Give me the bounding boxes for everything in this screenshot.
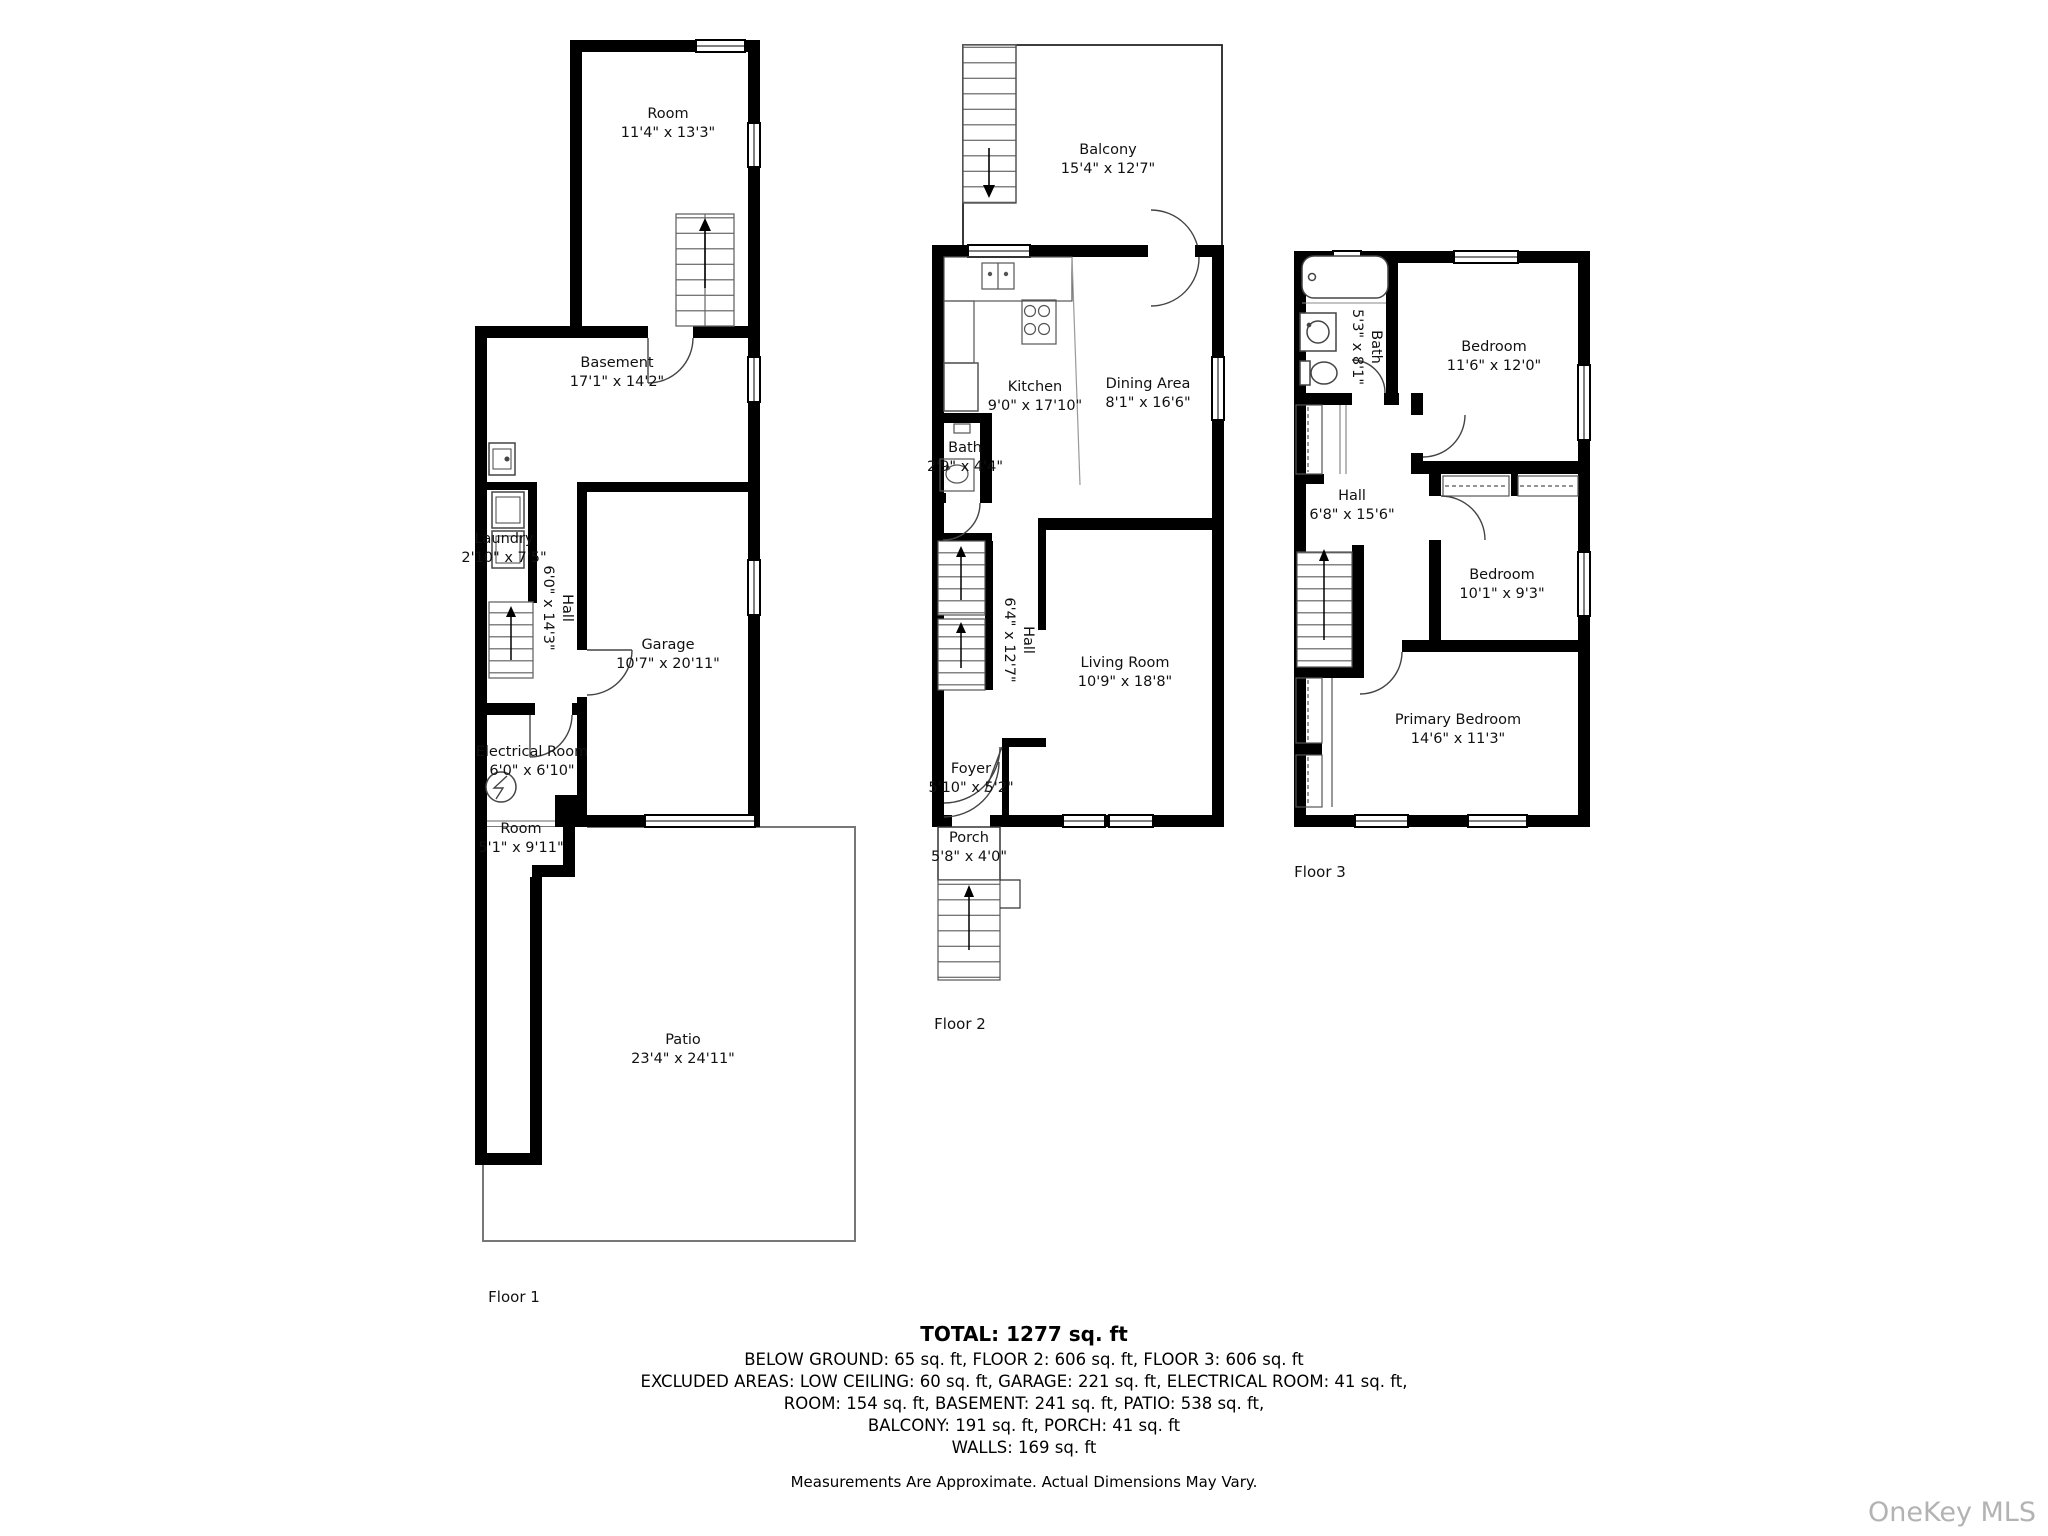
summary-line: WALLS: 169 sq. ft bbox=[951, 1438, 1097, 1457]
room-label-room-f1: Room 11'4" x 13'3" bbox=[620, 106, 716, 141]
summary-line: BELOW GROUND: 65 sq. ft, FLOOR 2: 606 sq. ft, FLOOR 3: 606 sq. ft bbox=[744, 1350, 1304, 1369]
summary-line: ROOM: 154 sq. ft, BASEMENT: 241 sq. ft, PATIO: 538 sq. ft, bbox=[783, 1394, 1265, 1413]
balcony-door-arc bbox=[1151, 210, 1199, 306]
fridge-icon bbox=[944, 363, 978, 411]
room-label-living: Living Room 10'9" x 18'8" bbox=[1077, 655, 1173, 690]
room-label-balcony: Balcony 15'4" x 12'7" bbox=[1060, 142, 1156, 177]
area-summary bbox=[0, 1322, 2048, 1491]
room-label-bath-f3: Bath 5'3" x 8'1" bbox=[1349, 308, 1384, 386]
counter bbox=[944, 301, 974, 363]
room-label-dining: Dining Area 8'1" x 16'6" bbox=[1105, 376, 1191, 411]
toilet-icon bbox=[1300, 361, 1310, 385]
total-area-text: TOTAL: 1277 sq. ft bbox=[920, 1322, 1128, 1346]
room-label-kitchen: Kitchen 9'0" x 17'10" bbox=[987, 379, 1083, 414]
room-label-electrical: Electrical Room 6'0" x 6'10" bbox=[475, 744, 589, 779]
room-label-porch: Porch 5'8" x 4'0" bbox=[930, 830, 1008, 865]
summary-line: BALCONY: 191 sq. ft, PORCH: 41 sq. ft bbox=[867, 1416, 1181, 1435]
floor-1-caption: Floor 1 bbox=[488, 1288, 540, 1306]
porch-side bbox=[1000, 880, 1020, 908]
room-label-bath-f2: Bath 2'9" x 4'4" bbox=[926, 440, 1004, 475]
shelf bbox=[954, 424, 970, 433]
floor-2-walls bbox=[932, 245, 1224, 827]
floor-3-caption: Floor 3 bbox=[1294, 863, 1346, 881]
room-label-hall-f1: Hall 6'0" x 14'3" bbox=[540, 565, 575, 651]
room-label-laundry: Laundry 2'10" x 7'5" bbox=[461, 531, 547, 566]
floor-1-windows bbox=[645, 40, 760, 827]
room-label-foyer: Foyer 5'10" x 5'2" bbox=[928, 761, 1014, 796]
summary-line: EXCLUDED AREAS: LOW CEILING: 60 sq. ft, GARAGE: 221 sq. ft, ELECTRICAL ROOM: 41 sq. ft, bbox=[640, 1372, 1408, 1391]
room-label-basement: Basement 17'1" x 14'2" bbox=[569, 355, 665, 390]
room-label-hall-f2: Hall 6'4" x 12'7" bbox=[1001, 597, 1036, 683]
room-label-room2-f1: Room 5'1" x 9'11" bbox=[478, 821, 564, 856]
room-label-patio: Patio 23'4" x 24'11" bbox=[631, 1032, 735, 1067]
room-label-garage: Garage 10'7" x 20'11" bbox=[616, 637, 720, 672]
counter bbox=[944, 257, 1072, 301]
room-label-hall-f3: Hall 6'8" x 15'6" bbox=[1309, 488, 1395, 523]
floor-1-doors bbox=[530, 338, 693, 757]
room-label-primary: Primary Bedroom 14'6" x 11'3" bbox=[1394, 712, 1522, 747]
vanity-sink-icon bbox=[1300, 313, 1336, 351]
disclaimer-text: Measurements Are Approximate. Actual Dimensions May Vary. bbox=[790, 1473, 1258, 1491]
room-label-bedroom2: Bedroom 10'1" x 9'3" bbox=[1459, 567, 1545, 602]
onekey-mls-watermark: OneKey MLS bbox=[1868, 1497, 2036, 1528]
room-label-bedroom1: Bedroom 11'6" x 12'0" bbox=[1446, 339, 1542, 374]
floor-2-caption: Floor 2 bbox=[934, 1015, 986, 1033]
